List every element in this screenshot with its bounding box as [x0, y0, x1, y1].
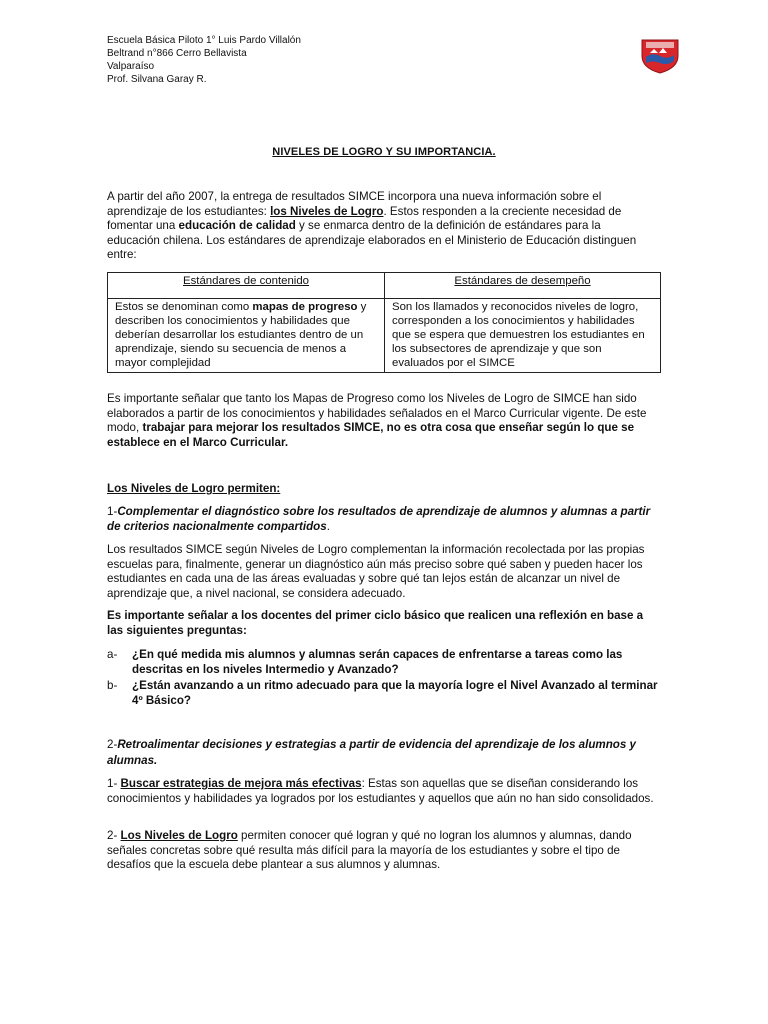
point-two: 2-Retroalimentar decisiones y estrategias a partir de evidencia del aprendizaje de los alumnos y alumnas.	[107, 738, 637, 767]
cell-desempeno: Son los llamados y reconocidos niveles de logro, corresponden a los conocimientos y habilidades que se espera que demuestren los estudiantes en los subsectores de aprendizaje y que son evaluados por el SIMCE	[385, 299, 661, 373]
header-address: Beltrand n°866 Cerro Bellavista	[107, 48, 247, 59]
header-estandares-contenido: Estándares de contenido	[108, 273, 385, 299]
list-item: a- ¿En qué medida mis alumnos y alumnas serán capaces de enfrentarse a tareas como las descritas en los niveles Intermedio y Avanzado?	[107, 648, 623, 676]
educacion-de-calidad-term: educación de calidad	[178, 219, 296, 233]
diagnostic-paragraph: Los resultados SIMCE según Niveles de Logro complementan la información recolectada por las propias escuelas para, finalmente, generar un diagnóstico aún más preciso sobre qué saben y pueden hacer los estudiantes en cada una de las áreas evaluadas y sobre qué tan lejos están de alcanzar un nivel de aprendizaje que, a nivel nacional, se considera adecuado.	[107, 543, 645, 600]
strategy-item-one: 1- Buscar estrategias de mejora más efectivas: Estas son aquellas que se diseñan considerando los conocimientos y habilidades ya logrados por los estudiantes y aquellos que aún no han sido consolidados.	[107, 777, 654, 805]
section-heading: Los Niveles de Logro permiten:	[107, 482, 281, 495]
document-title: NIVELES DE LOGRO Y SU IMPORTANCIA.	[272, 146, 496, 158]
header-teacher: Prof. Silvana Garay R.	[107, 74, 207, 85]
list-item: b- ¿Están avanzando a un ritmo adecuado para que la mayoría logre el Nivel Avanzado al terminar 4º Básico?	[107, 679, 658, 707]
teachers-reflection-paragraph: Es importante señalar a los docentes del primer ciclo básico que realicen una reflexión en base a las siguientes preguntas:	[107, 609, 644, 637]
point-one: 1-Complementar el diagnóstico sobre los resultados de aprendizaje de alumnos y alumnas a partir de criterios nacionalmente compartidos.	[107, 505, 651, 533]
niveles-de-logro-term: los Niveles de Logro	[270, 204, 384, 218]
strategy-item-two: 2- Los Niveles de Logro permiten conocer qué logran y qué no logran los alumnos y alumnas, dando señales concretas sobre qué resulta más difícil para la mayoría de los estudiantes y sobre el tipo de desafíos que la escuela debe plantear a sus alumnos y alumnas.	[107, 829, 632, 872]
header-city: Valparaíso	[107, 61, 155, 72]
school-header	[107, 34, 301, 86]
intro-paragraph: A partir del año 2007, la entrega de resultados SIMCE incorpora una nueva información sobre el aprendizaje de los estudiantes: los Niveles de Logro. Estos responden a la creciente necesidad de fomentar una educación de calidad y se enmarca dentro de la definición de estándares para la educación chilena. Los estándares de aprendizaje elaborados en el Ministerio de Educación distinguen entre:	[107, 190, 637, 262]
standards-table	[107, 272, 661, 373]
table-header-row	[108, 273, 661, 299]
school-crest-icon	[640, 38, 680, 74]
cell-contenido: Estos se denominan como mapas de progreso y describen los conocimientos y habilidades que deberían desarrollar los estudiantes dentro de un aprendizaje, siendo su secuencia de menos a mayor complejidad	[108, 299, 385, 373]
curriculum-paragraph: Es importante señalar que tanto los Mapas de Progreso como los Niveles de Logro de SIMCE han sido elaborados a partir de los conocimientos y habilidades señalados en el Marco Curricular vigente. De este modo, trabajar para mejorar los resultados SIMCE, no es otra cosa que enseñar según lo que se establece en el Marco Curricular.	[107, 392, 647, 449]
table-row	[108, 299, 661, 373]
header-estandares-desempeno: Estándares de desempeño	[385, 273, 661, 299]
questions-list	[107, 647, 667, 709]
header-school-name: Escuela Básica Piloto 1° Luis Pardo Villalón	[107, 35, 301, 46]
